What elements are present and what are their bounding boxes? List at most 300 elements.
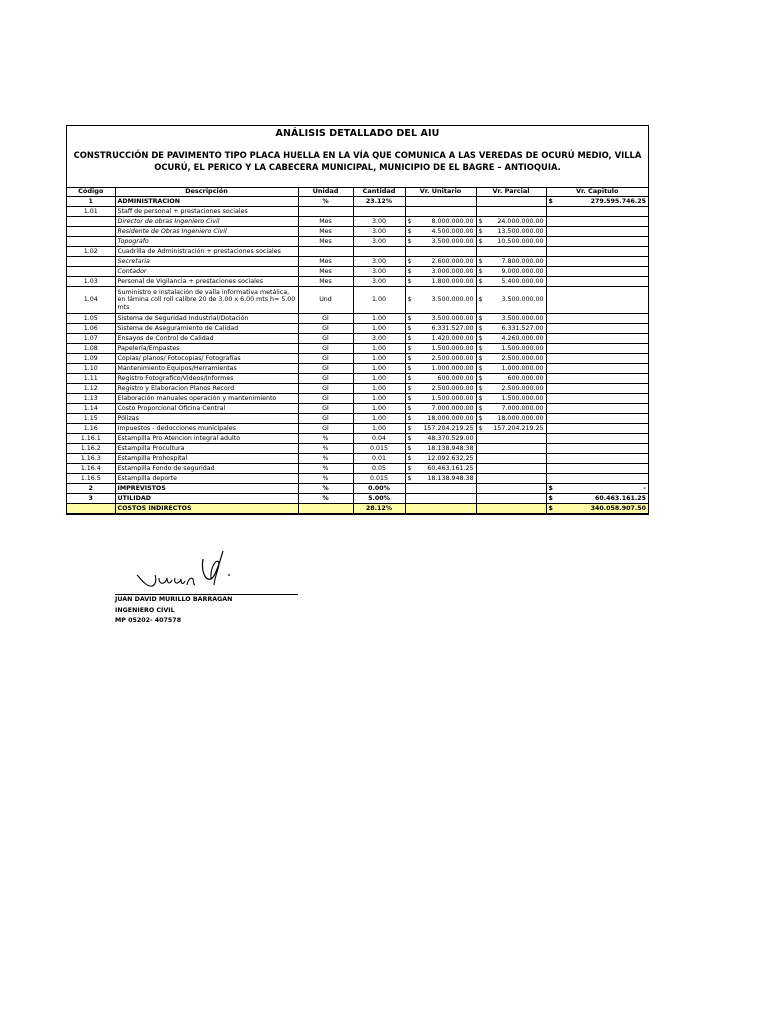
cell-unidad: Gl <box>298 394 353 404</box>
cell-vr-unitario-value: 12.092.632.25 <box>427 454 474 462</box>
cell-vr-capitulo <box>546 494 648 504</box>
cell-unidad: % <box>298 464 353 474</box>
currency-symbol: $ <box>407 296 412 304</box>
cell-vr-unitario <box>405 364 476 374</box>
currency-symbol: $ <box>407 384 412 392</box>
cell-vr-unitario <box>405 354 476 364</box>
cell-vr-capitulo <box>546 434 648 444</box>
cell-vr-capitulo <box>546 324 648 334</box>
cell-cantidad: 1.00 <box>353 324 405 334</box>
currency-symbol: $ <box>478 404 483 412</box>
currency-symbol: $ <box>407 217 412 225</box>
table-row <box>67 247 648 257</box>
table-row <box>67 257 648 267</box>
cell-vr-capitulo <box>546 404 648 414</box>
cell-vr-capitulo <box>546 374 648 384</box>
cell-cantidad: 0.00% <box>353 484 405 494</box>
cell-codigo: 1.16.1 <box>67 434 115 444</box>
cell-vr-unitario-value: 2.500.000.00 <box>431 354 474 362</box>
cell-descripcion: Registro y Elaboracion Planos Record <box>115 384 298 394</box>
cell-codigo <box>67 227 115 237</box>
cell-vr-capitulo-value: - <box>643 484 646 492</box>
cell-descripcion: UTILIDAD <box>115 494 298 504</box>
cell-vr-parcial-value: 600.000.00 <box>507 374 544 382</box>
cell-codigo: 1.01 <box>67 207 115 217</box>
cell-unidad: Gl <box>298 334 353 344</box>
cell-descripcion: Topografo <box>115 237 298 247</box>
cell-unidad: Und <box>298 287 353 314</box>
cell-vr-parcial <box>476 287 546 314</box>
cell-cantidad: 23.12% <box>353 197 405 207</box>
cell-vr-unitario-value: 7.000.000.00 <box>431 404 474 412</box>
cell-codigo: 1.13 <box>67 394 115 404</box>
signer-name: JUAN DAVID MURILLO BARRAGAN <box>115 596 233 603</box>
cell-vr-unitario-value: 4.500.000.00 <box>431 227 474 235</box>
cell-vr-capitulo <box>546 287 648 314</box>
cell-vr-unitario <box>405 374 476 384</box>
cell-descripcion: Suministro e instalación de valla informativa metálica, en lámina coll roll calibre 20 de 3.00 x 6.00 mts h= 5.00 mts <box>115 287 298 314</box>
cell-vr-capitulo <box>546 414 648 424</box>
currency-symbol: $ <box>548 484 553 492</box>
currency-symbol: $ <box>407 354 412 362</box>
cell-descripcion: Secretaria <box>115 257 298 267</box>
cell-codigo: 1.07 <box>67 334 115 344</box>
cell-vr-parcial-value: 157.204.219.25 <box>493 424 544 432</box>
project-description: CONSTRUCCIÓN DE PAVIMENTO TIPO PLACA HUELLA EN LA VÍA QUE COMUNICA A LAS VEREDAS DE OCURÚ MEDIO, VILLA OCURÚ, EL PERICO Y LA CABECERA MUNICIPAL, MUNICIPIO DE EL BAGRE – ANTIOQUIA. <box>73 150 642 172</box>
cell-vr-capitulo <box>546 197 648 207</box>
currency-symbol: $ <box>407 314 412 322</box>
cell-vr-unitario-value: 3.500.000.00 <box>431 296 474 304</box>
cell-vr-unitario-value: 3.500.000.00 <box>431 314 474 322</box>
cell-unidad: % <box>298 434 353 444</box>
cell-vr-capitulo <box>546 257 648 267</box>
cell-codigo: 1 <box>67 197 115 207</box>
cell-vr-unitario <box>405 474 476 484</box>
cell-vr-parcial <box>476 334 546 344</box>
document-title: ANÁLISIS DETALLADO DEL AIU <box>275 128 440 139</box>
header-unidad: Unidad <box>298 188 353 197</box>
currency-symbol: $ <box>478 364 483 372</box>
cell-unidad: Gl <box>298 374 353 384</box>
cell-vr-capitulo <box>546 484 648 494</box>
cell-cantidad: 1.00 <box>353 424 405 434</box>
cell-vr-unitario-value: 2.600.000.00 <box>431 257 474 265</box>
cell-cantidad: 3.00 <box>353 237 405 247</box>
cell-vr-parcial-value: 10.500.000.00 <box>497 237 544 245</box>
cell-codigo: 1.02 <box>67 247 115 257</box>
cell-vr-unitario <box>405 444 476 454</box>
cell-unidad: Gl <box>298 344 353 354</box>
cell-unidad: Mes <box>298 227 353 237</box>
cell-vr-parcial-value: 2.500.000.00 <box>501 354 544 362</box>
cell-vr-unitario-value: 1.000.000.00 <box>431 364 474 372</box>
cell-vr-parcial-value: 13.500.000.00 <box>497 227 544 235</box>
cell-unidad: Mes <box>298 257 353 267</box>
table-row <box>67 374 648 384</box>
signer-role: INGENIERO CIVIL <box>115 606 175 614</box>
cell-unidad: % <box>298 484 353 494</box>
cell-vr-parcial <box>476 237 546 247</box>
table-row <box>67 384 648 394</box>
cell-vr-unitario-value: 18.138.948.38 <box>427 474 474 482</box>
cell-vr-parcial-value: 1.000.000.00 <box>501 364 544 372</box>
cell-codigo: 1.05 <box>67 314 115 324</box>
cell-vr-unitario-value: 1.420.000.00 <box>431 334 474 342</box>
table-row <box>67 287 648 314</box>
cell-cantidad: 3.00 <box>353 334 405 344</box>
cell-vr-unitario <box>405 314 476 324</box>
cell-codigo: 1.14 <box>67 404 115 414</box>
currency-symbol: $ <box>478 414 483 422</box>
cell-descripcion: Elaboración manuales operación y mantenimiento <box>115 394 298 404</box>
currency-symbol: $ <box>478 334 483 342</box>
aiu-document <box>66 125 649 515</box>
cell-cantidad: 0.01 <box>353 454 405 464</box>
currency-symbol: $ <box>478 277 483 285</box>
currency-symbol: $ <box>478 237 483 245</box>
table-header-row <box>67 188 648 197</box>
cell-vr-parcial <box>476 504 546 514</box>
document-header <box>67 126 648 188</box>
cell-vr-parcial <box>476 374 546 384</box>
currency-symbol: $ <box>478 267 483 275</box>
cell-vr-parcial <box>476 464 546 474</box>
cell-unidad: % <box>298 474 353 484</box>
currency-symbol: $ <box>407 257 412 265</box>
cell-vr-parcial <box>476 424 546 434</box>
cell-vr-unitario <box>405 394 476 404</box>
cell-vr-parcial <box>476 384 546 394</box>
currency-symbol: $ <box>407 227 412 235</box>
currency-symbol: $ <box>478 296 483 304</box>
cell-cantidad: 1.00 <box>353 394 405 404</box>
currency-symbol: $ <box>407 364 412 372</box>
cell-codigo: 1.12 <box>67 384 115 394</box>
cell-vr-unitario <box>405 324 476 334</box>
cell-vr-unitario <box>405 404 476 414</box>
cell-unidad: Mes <box>298 237 353 247</box>
cell-vr-capitulo <box>546 354 648 364</box>
cell-unidad: Mes <box>298 267 353 277</box>
header-cantidad: Cantidad <box>353 188 405 197</box>
cell-vr-capitulo <box>546 334 648 344</box>
cell-descripcion: Copias/ planos/ Fotocopias/ Fotografías <box>115 354 298 364</box>
table-row <box>67 324 648 334</box>
cell-descripcion: ADMINISTRACION <box>115 197 298 207</box>
cell-vr-unitario-value: 2.500.000.00 <box>431 384 474 392</box>
cell-descripcion: Residente de Obras Ingeniero Civil <box>115 227 298 237</box>
cell-cantidad: 0.015 <box>353 444 405 454</box>
currency-symbol: $ <box>407 414 412 422</box>
cell-vr-capitulo <box>546 277 648 287</box>
currency-symbol: $ <box>407 334 412 342</box>
currency-symbol: $ <box>478 314 483 322</box>
cell-unidad: Gl <box>298 324 353 334</box>
currency-symbol: $ <box>478 394 483 402</box>
cell-vr-capitulo <box>546 394 648 404</box>
currency-symbol: $ <box>478 344 483 352</box>
cell-vr-unitario-value: 18.138.948.38 <box>427 444 474 452</box>
cell-unidad: Gl <box>298 314 353 324</box>
header-vr-unitario: Vr. Unitario <box>405 188 476 197</box>
cell-vr-unitario <box>405 207 476 217</box>
cell-vr-parcial <box>476 454 546 464</box>
table-row <box>67 237 648 247</box>
cell-vr-unitario-value: 1.500.000.00 <box>431 344 474 352</box>
currency-symbol: $ <box>478 424 483 432</box>
cell-cantidad: 3.00 <box>353 227 405 237</box>
cell-vr-capitulo-value: 340.058.907.50 <box>590 504 646 512</box>
cell-vr-parcial <box>476 404 546 414</box>
cell-cantidad: 0.05 <box>353 464 405 474</box>
table-row <box>67 464 648 474</box>
cell-codigo: 3 <box>67 494 115 504</box>
table-row <box>67 354 648 364</box>
cell-vr-capitulo-value: 279.595.746.25 <box>590 197 646 205</box>
currency-symbol: $ <box>478 324 483 332</box>
cell-vr-parcial <box>476 364 546 374</box>
table-row <box>67 424 648 434</box>
cell-vr-capitulo <box>546 247 648 257</box>
cell-descripcion: COSTOS INDIRECTOS <box>115 504 298 514</box>
table-row <box>67 197 648 207</box>
currency-symbol: $ <box>407 474 412 482</box>
cell-vr-parcial-value: 3.500.000.00 <box>501 296 544 304</box>
cell-vr-parcial <box>476 267 546 277</box>
cell-unidad: Gl <box>298 354 353 364</box>
cell-codigo: 1.16.4 <box>67 464 115 474</box>
cell-vr-unitario <box>405 504 476 514</box>
cell-descripcion: Ensayos de Control de Calidad <box>115 334 298 344</box>
cell-descripcion: Estampilla Procultura <box>115 444 298 454</box>
currency-symbol: $ <box>548 504 553 512</box>
cell-codigo: 1.11 <box>67 374 115 384</box>
currency-symbol: $ <box>407 237 412 245</box>
cell-vr-parcial-value: 2.500.000.00 <box>501 384 544 392</box>
cell-cantidad: 1.00 <box>353 374 405 384</box>
cell-vr-parcial <box>476 484 546 494</box>
cell-vr-capitulo-value: 60.463.161.25 <box>595 494 646 502</box>
cell-cantidad: 1.00 <box>353 364 405 374</box>
currency-symbol: $ <box>478 257 483 265</box>
cell-vr-capitulo <box>546 227 648 237</box>
cell-codigo: 1.06 <box>67 324 115 334</box>
cell-vr-unitario-value: 60.463.161.25 <box>427 464 474 472</box>
table-row <box>67 314 648 324</box>
cell-vr-capitulo <box>546 444 648 454</box>
cell-vr-unitario-value: 6.331.527.00 <box>431 324 474 332</box>
currency-symbol: $ <box>407 374 412 382</box>
cell-cantidad: 0.04 <box>353 434 405 444</box>
table-row <box>67 414 648 424</box>
cell-unidad: % <box>298 454 353 464</box>
cell-codigo: 1.16.3 <box>67 454 115 464</box>
cell-unidad: Gl <box>298 364 353 374</box>
signature-block <box>115 545 305 627</box>
cell-descripcion: Estampilla Prohospital <box>115 454 298 464</box>
cell-vr-parcial <box>476 217 546 227</box>
table-row <box>67 494 648 504</box>
table-row <box>67 504 648 514</box>
cell-descripcion: Impuestos - deducciones municipales <box>115 424 298 434</box>
cell-descripcion: Estampilla Pro Atencion integral adulto <box>115 434 298 444</box>
currency-symbol: $ <box>407 324 412 332</box>
cell-cantidad: 1.00 <box>353 354 405 364</box>
cell-vr-unitario <box>405 197 476 207</box>
currency-symbol: $ <box>548 494 553 502</box>
currency-symbol: $ <box>548 197 553 205</box>
cell-cantidad: 1.00 <box>353 314 405 324</box>
cell-codigo <box>67 267 115 277</box>
cell-vr-unitario <box>405 424 476 434</box>
cell-vr-unitario <box>405 334 476 344</box>
cell-codigo: 2 <box>67 484 115 494</box>
cell-codigo: 1.08 <box>67 344 115 354</box>
table-row <box>67 334 648 344</box>
cell-descripcion: Mantenimiento Equipos/Herramientas <box>115 364 298 374</box>
cell-vr-parcial-value: 7.000.000.00 <box>501 404 544 412</box>
cell-vr-parcial <box>476 414 546 424</box>
cell-cantidad <box>353 207 405 217</box>
table-row <box>67 364 648 374</box>
cell-cantidad: 3.00 <box>353 277 405 287</box>
cell-unidad: Mes <box>298 217 353 227</box>
cell-vr-parcial <box>476 474 546 484</box>
header-vr-parcial: Vr. Parcial <box>476 188 546 197</box>
cell-unidad: Gl <box>298 414 353 424</box>
cell-vr-parcial <box>476 197 546 207</box>
currency-symbol: $ <box>407 434 412 442</box>
cell-vr-unitario <box>405 227 476 237</box>
cell-unidad <box>298 207 353 217</box>
cell-codigo: 1.10 <box>67 364 115 374</box>
cell-descripcion: Contador <box>115 267 298 277</box>
cell-vr-parcial-value: 7.800.000.00 <box>501 257 544 265</box>
cell-codigo <box>67 217 115 227</box>
table-row <box>67 227 648 237</box>
cell-vr-capitulo <box>546 454 648 464</box>
cell-vr-parcial <box>476 314 546 324</box>
cell-descripcion: Costo Proporcional Oficina Central <box>115 404 298 414</box>
currency-symbol: $ <box>478 217 483 225</box>
cell-vr-unitario <box>405 247 476 257</box>
cell-descripcion: Sistema de Seguridad Industrial/Dotación <box>115 314 298 324</box>
cell-descripcion: Personal de Vigilancia + prestaciones sociales <box>115 277 298 287</box>
cell-cantidad: 1.00 <box>353 344 405 354</box>
cell-codigo <box>67 504 115 514</box>
cell-vr-unitario <box>405 344 476 354</box>
table-row <box>67 454 648 464</box>
cell-vr-capitulo <box>546 384 648 394</box>
cell-descripcion: Papelería/Empastes <box>115 344 298 354</box>
cell-codigo: 1.16 <box>67 424 115 434</box>
cell-cantidad: 5.00% <box>353 494 405 504</box>
table-row <box>67 404 648 414</box>
table-row <box>67 484 648 494</box>
cell-vr-unitario <box>405 267 476 277</box>
cell-vr-parcial-value: 6.331.527.00 <box>501 324 544 332</box>
cell-vr-parcial-value: 1.500.000.00 <box>501 394 544 402</box>
cell-vr-parcial <box>476 494 546 504</box>
table-row <box>67 277 648 287</box>
cell-vr-capitulo <box>546 267 648 277</box>
cell-vr-unitario <box>405 464 476 474</box>
currency-symbol: $ <box>407 454 412 462</box>
cell-descripcion: Sistema de Aseguramiento de Calidad <box>115 324 298 334</box>
handwritten-signature <box>115 545 305 590</box>
cell-vr-unitario-value: 600.000.00 <box>437 374 474 382</box>
cell-vr-parcial-value: 9.000.000.00 <box>501 267 544 275</box>
table-row <box>67 267 648 277</box>
cell-vr-unitario-value: 3.500.000.00 <box>431 237 474 245</box>
cell-cantidad: 3.00 <box>353 257 405 267</box>
table-row <box>67 394 648 404</box>
cell-cantidad: 1.00 <box>353 414 405 424</box>
cell-vr-capitulo <box>546 364 648 374</box>
cell-descripcion: Staff de personal + prestaciones sociales <box>115 207 298 217</box>
table-row <box>67 474 648 484</box>
cell-cantidad: 3.00 <box>353 267 405 277</box>
cell-vr-unitario-value: 8.000.000.00 <box>431 217 474 225</box>
cell-vr-parcial <box>476 344 546 354</box>
cell-descripcion: Director de obras Ingeniero Civil <box>115 217 298 227</box>
cell-vr-capitulo <box>546 217 648 227</box>
cell-vr-parcial <box>476 354 546 364</box>
cell-codigo <box>67 237 115 247</box>
cell-vr-unitario-value: 18.000.000.00 <box>427 414 474 422</box>
currency-symbol: $ <box>407 404 412 412</box>
currency-symbol: $ <box>407 464 412 472</box>
cell-vr-parcial <box>476 257 546 267</box>
currency-symbol: $ <box>407 267 412 275</box>
cell-vr-unitario-value: 1.500.000.00 <box>431 394 474 402</box>
cell-codigo: 1.15 <box>67 414 115 424</box>
cell-unidad: Gl <box>298 384 353 394</box>
currency-symbol: $ <box>478 374 483 382</box>
cell-vr-parcial-value: 5.400.000.00 <box>501 277 544 285</box>
cell-unidad <box>298 247 353 257</box>
aiu-table <box>67 188 648 514</box>
cell-codigo <box>67 257 115 267</box>
cell-vr-unitario <box>405 484 476 494</box>
currency-symbol: $ <box>478 354 483 362</box>
cell-cantidad: 3.00 <box>353 217 405 227</box>
cell-vr-unitario <box>405 277 476 287</box>
currency-symbol: $ <box>407 277 412 285</box>
currency-symbol: $ <box>407 344 412 352</box>
cell-unidad: % <box>298 444 353 454</box>
currency-symbol: $ <box>407 444 412 452</box>
cell-vr-parcial-value: 18.000.000.00 <box>497 414 544 422</box>
cell-vr-unitario-value: 1.800.000.00 <box>431 277 474 285</box>
cell-codigo: 1.04 <box>67 287 115 314</box>
cell-unidad: Gl <box>298 424 353 434</box>
cell-vr-unitario <box>405 237 476 247</box>
cell-vr-capitulo <box>546 344 648 354</box>
cell-vr-parcial <box>476 207 546 217</box>
cell-vr-parcial <box>476 227 546 237</box>
signer-mp: MP 05202- 407578 <box>115 617 182 624</box>
cell-vr-capitulo <box>546 464 648 474</box>
currency-symbol: $ <box>478 384 483 392</box>
cell-unidad <box>298 504 353 514</box>
header-codigo: Código <box>67 188 115 197</box>
cell-unidad: Mes <box>298 277 353 287</box>
cell-descripcion: IMPREVISTOS <box>115 484 298 494</box>
currency-symbol: $ <box>478 227 483 235</box>
cell-vr-unitario <box>405 494 476 504</box>
cell-unidad: % <box>298 197 353 207</box>
